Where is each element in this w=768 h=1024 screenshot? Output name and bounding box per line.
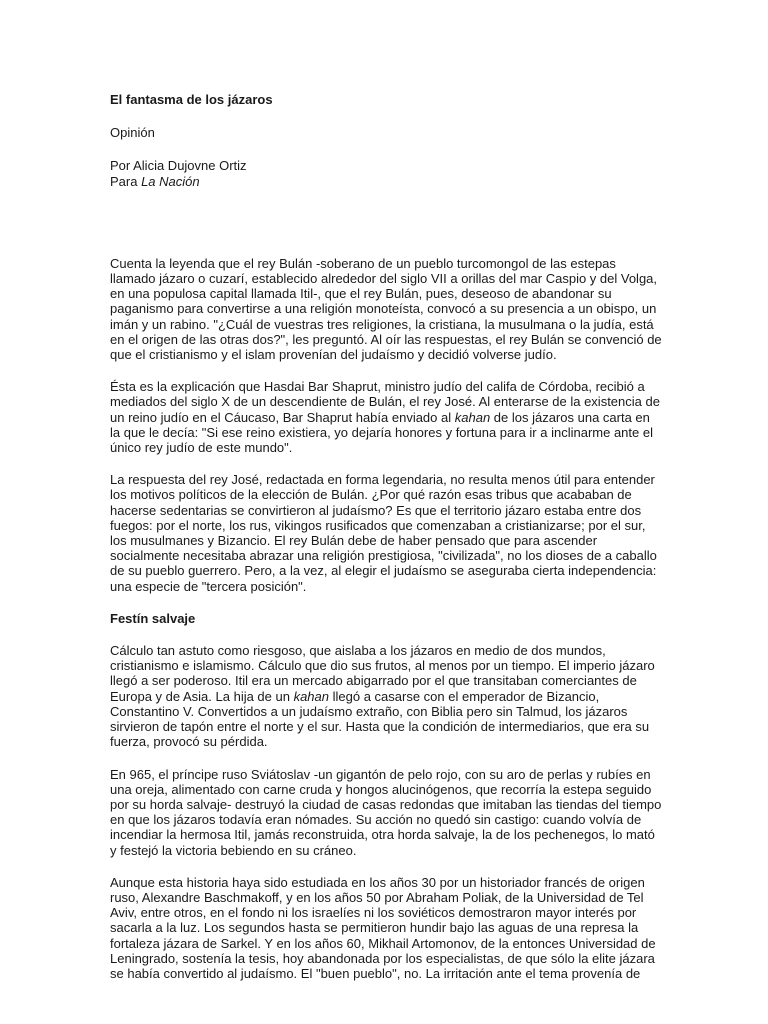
paragraph-text: En 965, el príncipe ruso Sviátoslav -un gigantón de pelo rojo, con su aro de perlas y rubíes en una oreja, alimentado con carne cruda y hongos alucinógenos, que recorría la estepa seguido por su horda salvaje- destruyó la ciudad de casas redondas que imitaban las tiendas del tiempo en que los jázaros todavía eran nómades. Su acción no quedó sin castigo: cuando volvía de incendiar la hermosa Itil, jamás reconstruida, otra horda salvaje, la de los pechenegos, lo mató y festejó la victoria bebiendo en su cráneo. xyxy=(110,766,662,858)
paragraph xyxy=(110,256,662,362)
publication-line xyxy=(110,174,662,189)
article-body-part1 xyxy=(110,256,662,594)
article-title: El fantasma de los jázaros xyxy=(110,92,273,107)
article-body-part2 xyxy=(110,643,662,981)
paragraph-text: Cálculo tan astuto como riesgoso, que aislaba a los jázaros en medio de dos mundos, cristianismo e islamismo. Cálculo que dio sus frutos, al menos por un tiempo. El imperio jázaro llegó a ser poderoso. Itil era un mercado abigarrado por el que transitaban comerciantes de Europa y de Asia. La hija de un xyxy=(110,643,655,704)
paragraph xyxy=(110,767,662,858)
paragraph xyxy=(110,875,662,981)
paragraph-text: de los jázaros una carta en la que le decía: "Si ese reino existiera, yo dejaría honores y fortuna para ir a inclinarme ante el único rey judío de este mundo". xyxy=(110,409,653,456)
publication-prefix: Para xyxy=(110,173,142,189)
author-line: Por Alicia Dujovne Ortiz xyxy=(110,158,247,174)
paragraph-text: llegó a casarse con el emperador de Bizancio, Constantino V. Convertidos a un judaísmo extraño, con Biblia pero sin Talmud, los jázaros sirvieron de tapón entre el norte y el sur. Hasta que la condición de intermediarios, que era su fuerza, provocó su pérdida. xyxy=(110,688,650,750)
subheading: Festín salvaje xyxy=(110,610,196,626)
paragraph-text: La respuesta del rey José, redactada en forma legendaria, no resulta menos útil para entender los motivos políticos de la elección de Bulán. ¿Por qué razón esas tribus que acababan de hacerse sedentarias se convirtieron al judaísmo? Es que el territorio jázaro estaba entre dos fuegos: por el norte, los rus, vikingos rusificados que comenzaban a cristianizarse; por el sur, los musulmanes y Bizancio. El rey Bulán debe de haber pensado que para ascender socialmente necesitaba abrazar una religión prestigiosa, "civilizada", no los dioses de a caballo de su pueblo guerrero. Pero, a la vez, al elegir el judaísmo se aseguraba cierta independencia: una especie de "tercera posición". xyxy=(110,472,657,594)
publication-name: La Nación xyxy=(141,173,200,189)
paragraph-text: Ésta es la explicación que Hasdai Bar Shaprut, ministro judío del califa de Córdoba, recibió a mediados del siglo X de un descendiente de Bulán, el rey José. Al enterarse de la existencia de un reino judío en el Cáucaso, Bar Shaprut había enviado al xyxy=(110,379,660,425)
paragraph-text: Cuenta la leyenda que el rey Bulán -soberano de un pueblo turcomongol de las estepas llamado jázaro o cuzarí, establecido alrededor del siglo VII a orillas del mar Caspio y del Volga, en una populosa capital llamada Itil-, que el rey Bulán, pues, deseoso de abandonar su paganismo para convertirse a una religión monoteísta, convocó a su presencia a un obispo, un imán y un rabino. "¿Cuál de vuestras tres religiones, la cristiana, la musulmana o la judía, está en el origen de las otras dos?", les preguntó. Al oír las respuestas, el rey Bulán se convenció de que el cristianismo y el islam provenían del judaísmo y decidió volverse judío. xyxy=(110,255,662,363)
spacer xyxy=(110,189,662,256)
paragraph xyxy=(110,472,662,594)
italic-term: kahan xyxy=(293,688,329,704)
italic-term: kahan xyxy=(454,409,491,425)
section-label: Opinión xyxy=(110,125,155,141)
paragraph-text: Aunque esta historia haya sido estudiada en los años 30 por un historiador francés de origen ruso, Alexandre Baschmakoff, y en los años 50 por Abraham Poliak, de la Universidad de Tel Aviv, entre otros, en el fondo ni los israelíes ni los soviéticos demostraron mayor interés por sacarla a la luz. Los segundos hasta se permitieron hundir bajo las aguas de una represa la fortaleza jázara de Sarkel. Y en los años 60, Mikhail Artomonov, de la entonces Universidad de Leningrado, sostenía la tesis, hoy abandonada por los especialistas, de que sólo la elite jázara se había convertido al judaísmo. El "buen pueblo", no. La irritación ante el tema provenía de xyxy=(110,874,656,981)
article xyxy=(110,92,662,998)
paragraph xyxy=(110,643,662,749)
paragraph xyxy=(110,379,662,455)
